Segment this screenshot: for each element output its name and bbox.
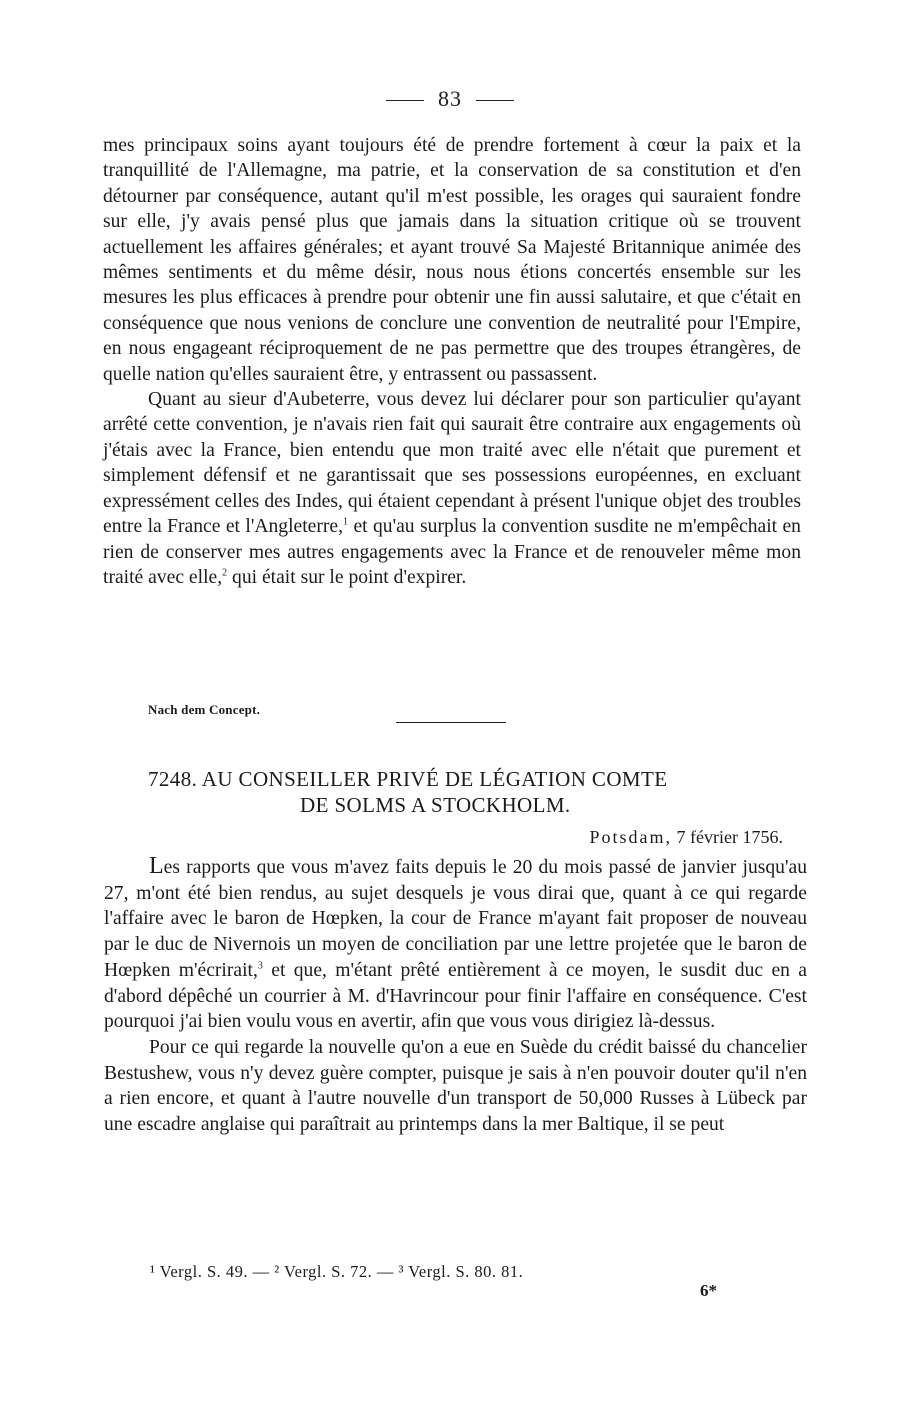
- page-number-dash-right: [476, 100, 514, 101]
- letter-number: 7248.: [148, 767, 198, 791]
- paragraph: [104, 854, 807, 1035]
- page-number-dash-left: [386, 100, 424, 101]
- paragraph: [103, 387, 801, 590]
- letter-heading-line-2: DE SOLMS A STOCKHOLM.: [300, 793, 571, 817]
- letter-heading-line-1: AU CONSEILLER PRIVÉ DE LÉGATION COMTE: [201, 767, 668, 791]
- footnote-marker: 3: [257, 960, 263, 972]
- footnote-marker: 2: [222, 567, 228, 579]
- paragraph: mes principaux soins ayant toujours été de prendre fortement à cœur la paix et la tranquillité de l'Allemagne, ma patrie, et la conservation de sa constitution et d'en détourner par conséquence, autant qu'il m'est possible, les orages qui sauraient fondre sur elle, j'y avais pensé plus que jamais dans la situation critique où se trouvent actuellement les affaires générales; et ayant trouvé Sa Majesté Britannique animée des mêmes sentiments et du même désir, nous nous étions concertés ensemble sur les mesures les plus efficaces à prendre pour obtenir une fin aussi salutaire, et que c'était en conséquence que nous venions de conclure une convention de neutralité pour l'Empire, en nous engageant réciproquement de ne pas permettre que des troupes étrangères, de quelle nation qu'elles sauraient être, y entrassent ou passassent.: [103, 135, 801, 385]
- paragraph-text: et qu'au surplus la convention susdite ne m'empêchait en rien de conserver mes autres engagements avec la France et de renouveler même mon traité avec elle,: [103, 516, 801, 588]
- paragraph: Pour ce qui regarde la nouvelle qu'on a eue en Suède du crédit baissé du chancelier Bestushew, vous n'y devez guère compter, puisque je sais à n'en pouvoir douter qu'il n'en a rien encore, et quant à l'autre nouvelle d'un transport de 50,000 Russes à Lübeck par une escadre anglaise qui paraîtrait au printemps dans la mer Baltique, il se peut: [104, 1036, 807, 1136]
- continued-letter-text: [103, 133, 801, 590]
- section-divider: [396, 722, 506, 723]
- page-number-header: [0, 86, 900, 112]
- source-note: Nach dem Concept.: [148, 702, 261, 717]
- dateline-place: Potsdam,: [589, 827, 673, 847]
- initial-letter: L: [149, 853, 164, 879]
- paragraph-text: es rapports que vous m'avez faits depuis le 20 du mois passé de janvier jusqu'au 27, m'ont été bien rendus, au sujet desquels je vous dirai que, quant à ce qui regarde l'affaire avec le baron de Hœpken, la cour de France m'ayant fait proposer de nouveau par le duc de Nivernois un moyen de conciliation par une lettre projetée que le baron de Hœpken m'écrirait,: [104, 857, 807, 981]
- paragraph-text: Quant au sieur d'Aubeterre, vous devez lui déclarer pour son particulier qu'ayant arrêté cette convention, je n'avais rien fait qui saurait être contraire aux engagements où j'étais avec la France, bien entendu que mon traité avec elle n'était que purement et simplement défensif et ne garantissait que ses possessions européennes, en excluant expressément celles des Indes, qui étaient cependant à présent l'unique objet des troubles entre la France et l'Angleterre,: [103, 389, 801, 538]
- dateline: [0, 827, 783, 848]
- paragraph-text: qui était sur le point d'expirer.: [227, 566, 467, 588]
- signature-mark: 6*: [700, 1281, 717, 1300]
- letter-body: [104, 854, 807, 1138]
- letter-heading: [148, 766, 768, 818]
- page-number: 83: [438, 86, 462, 111]
- paragraph-text: et que, m'étant prêté entièrement à ce moyen, le susdit duc en a d'abord dépêché un courrier à M. d'Havrincour pour finir l'affaire en conséquence. C'est pourquoi j'ai bien voulu vous en avertir, afin que vous vous dirigiez là-dessus.: [104, 959, 807, 1033]
- footnote-marker: 1: [343, 516, 349, 528]
- dateline-date: 7 février 1756.: [676, 827, 783, 847]
- footnotes: ¹ Vergl. S. 49. — ² Vergl. S. 72. — ³ Vergl. S. 80. 81.: [150, 1262, 524, 1281]
